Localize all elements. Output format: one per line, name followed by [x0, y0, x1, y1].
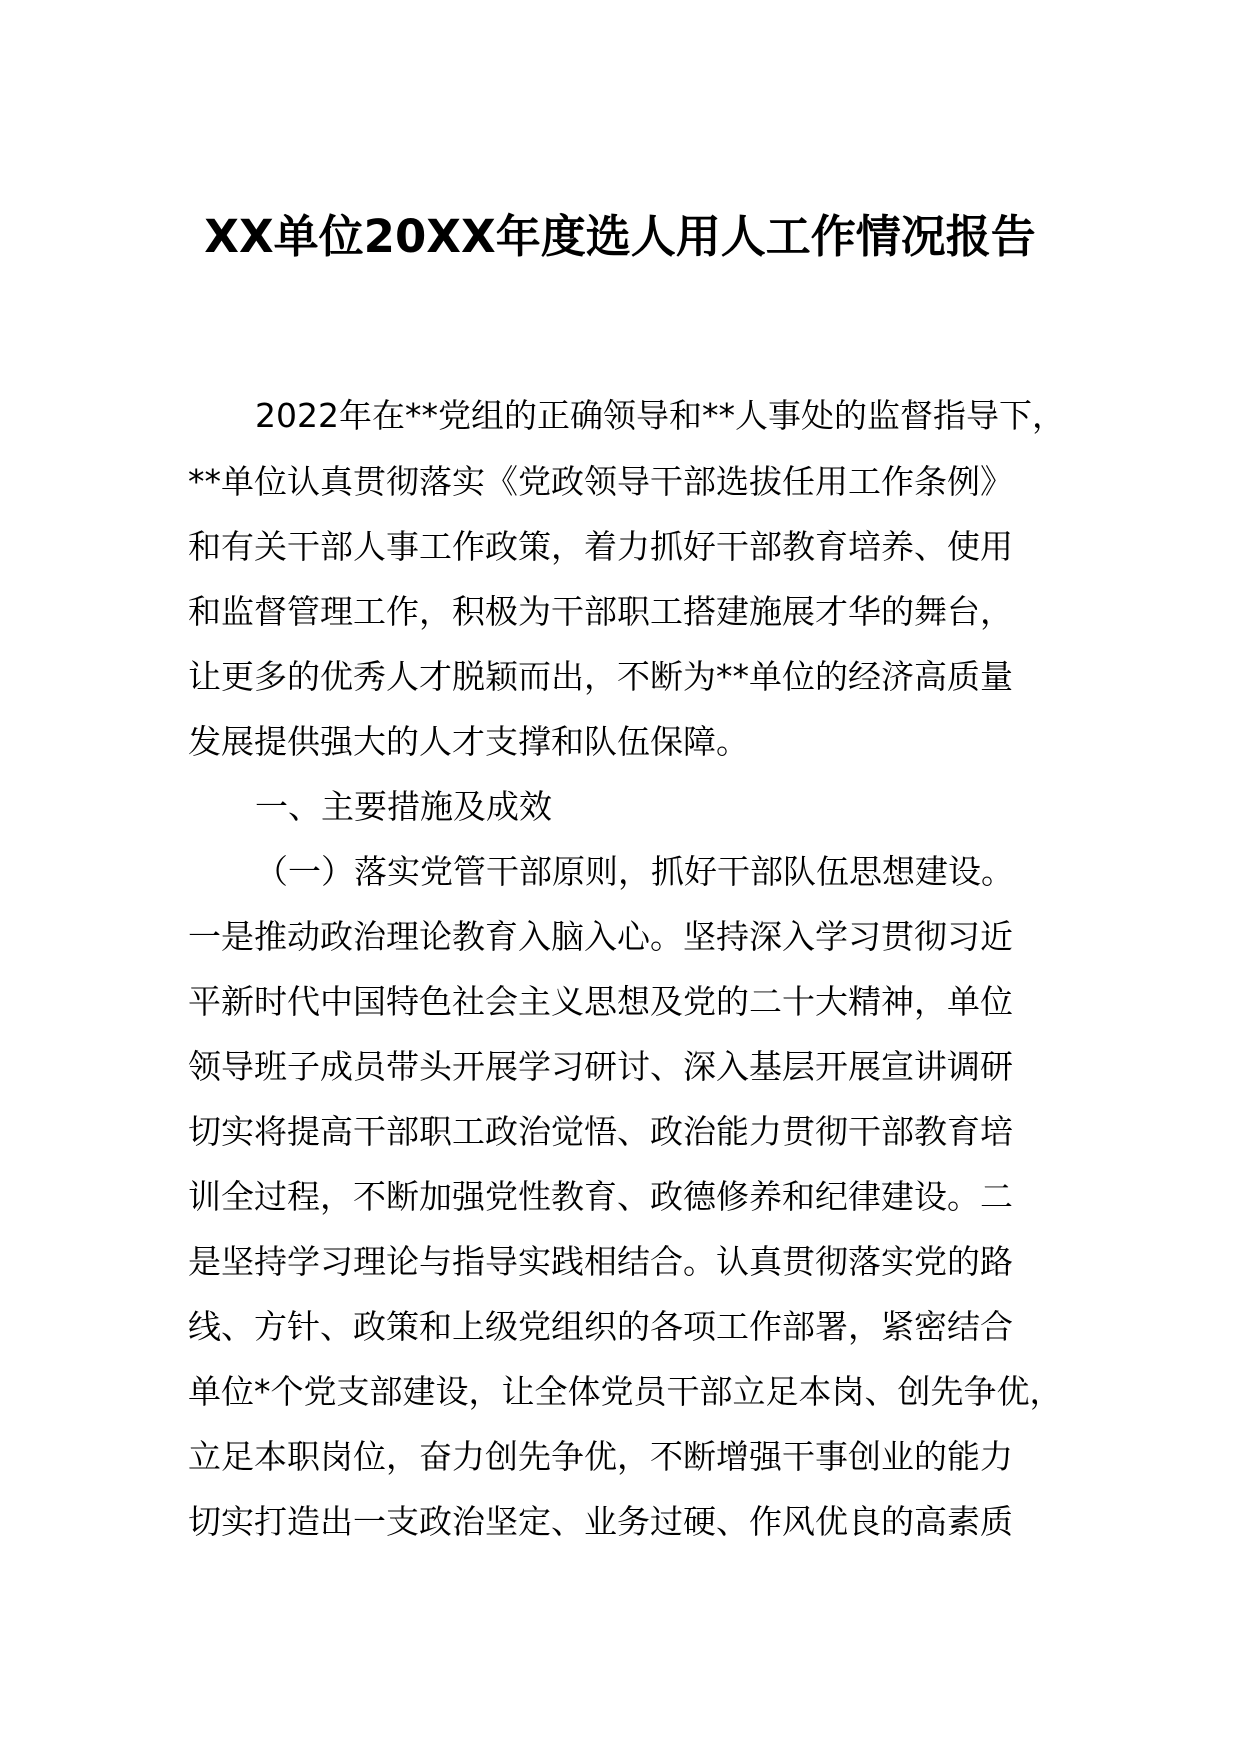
paragraph-line: 单位*个党支部建设，让全体党员干部立足本岗、创先争优， — [188, 1372, 1063, 1411]
paragraph-line: 和监督管理工作，积极为干部职工搭建施展才华的舞台， — [188, 592, 1013, 631]
paragraph-line: 领导班子成员带头开展学习研讨、深入基层开展宣讲调研 — [188, 1047, 1013, 1086]
paragraph-line: 切实打造出一支政治坚定、业务过硬、作风优良的高素质 — [188, 1502, 1013, 1541]
paragraph-line: 线、方针、政策和上级党组织的各项工作部署，紧密结合 — [188, 1307, 1013, 1346]
subsection-heading: （一）落实党管干部原则，抓好干部队伍思想建设。 — [255, 852, 1014, 891]
paragraph-line: 训全过程，不断加强党性教育、政德修养和纪律建设。二 — [188, 1177, 1013, 1216]
paragraph-line: 平新时代中国特色社会主义思想及党的二十大精神，单位 — [188, 982, 1013, 1021]
paragraph-line: **单位认真贯彻落实《党政领导干部选拔任用工作条例》 — [188, 462, 1013, 501]
paragraph-line: 发展提供强大的人才支撑和队伍保障。 — [188, 722, 749, 761]
paragraph-line: 立足本职岗位，奋力创先争优，不断增强干事创业的能力 — [188, 1437, 1013, 1476]
paragraph-line: 切实将提高干部职工政治觉悟、政治能力贯彻干部教育培 — [188, 1112, 1013, 1151]
paragraph-line: 2022年在**党组的正确领导和**人事处的监督指导下， — [255, 396, 1065, 435]
paragraph-line: 一是推动政治理论教育入脑入心。坚持深入学习贯彻习近 — [188, 917, 1013, 956]
paragraph-line: 让更多的优秀人才脱颖而出，不断为**单位的经济高质量 — [188, 657, 1013, 696]
document-title: XX单位20XX年度选人用人工作情况报告 — [204, 210, 1036, 263]
paragraph-line: 和有关干部人事工作政策，着力抓好干部教育培养、使用 — [188, 527, 1013, 566]
section-heading: 一、主要措施及成效 — [255, 787, 552, 826]
paragraph-line: 是坚持学习理论与指导实践相结合。认真贯彻落实党的路 — [188, 1242, 1013, 1281]
